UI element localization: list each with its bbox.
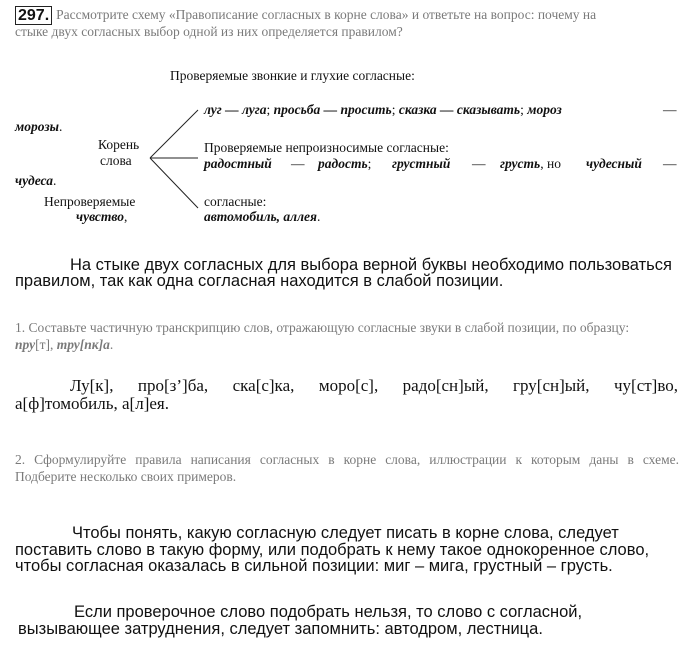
branch2-w2b: грусть, но [500, 156, 561, 171]
answer3-line1: Чтобы понять, какую согласную следует писать в корне слова, следует [72, 524, 619, 542]
branch2-examples-cont: чудеса. [15, 173, 57, 188]
task-text-2: стыке двух согласных выбор одной из них определяется правилом? [15, 24, 403, 39]
branch2-w1a: радостный [204, 156, 272, 171]
branch-line-top [150, 110, 198, 158]
branch3-example-a: чувство, [76, 209, 128, 224]
branch1-examples: луг — луга; просьба — просить; сказка — сказывать; мороз [204, 102, 562, 117]
answer2-line1: Лу[к], про[з’]ба, ска[с]ка, моро[с], радо[сн]ый, гру[сн]ый, чу[ст]во, [70, 376, 678, 395]
answer4-line1: Если проверочное слово подобрать нельзя, то слово с согласной, [74, 603, 583, 621]
q1-text: 1. Составьте частичную транскрипцию слов, отражающую согласные звуки в слабой позиции, по образцу: [15, 320, 630, 335]
q2-line1: 2. Сформулируйте правила написания согласных в корне слова, иллюстрации к которым даны в схеме. [15, 452, 679, 467]
answer1-line2: правилом, так как одна согласная находится в слабой позиции. [15, 272, 504, 290]
branch2-d1: — [291, 156, 305, 171]
answer3-line3: чтобы согласная оказалась в сильной позиции: миг – мига, грустный – грусть. [15, 557, 613, 575]
root-label-2: слова [100, 153, 132, 168]
task-number: 297. [15, 6, 52, 25]
branch2-w2a: грустный [392, 156, 451, 171]
answer1-line1: На стыке двух согласных для выбора верной буквы необходимо пользоваться [70, 256, 672, 274]
answer2-line2: а[ф]томобиль, а[л]ея. [15, 394, 169, 413]
task-text-1: Рассмотрите схему «Правописание согласных в корне слова» и ответьте на вопрос: почему на [56, 7, 597, 22]
branch2-title: Проверяемые непроизносимые согласные: [204, 140, 449, 155]
root-label-1: Корень [98, 137, 140, 152]
branch1-title: Проверяемые звонкие и глухие согласные: [170, 68, 415, 83]
branch2-d2: — [472, 156, 486, 171]
branch1-dash: — [663, 102, 677, 117]
answer4-line2: вызывающее затруднения, следует запомнить: автодром, лестница. [18, 620, 543, 638]
branch1-examples-cont: морозы. [15, 119, 63, 134]
branch3-title-a: Непроверяемые [44, 194, 136, 209]
branch-line-bottom [150, 158, 198, 208]
branch2-d3: — [663, 156, 677, 171]
q2-line2: Подберите несколько своих примеров. [15, 469, 237, 484]
branch2-w1b: радость; [318, 156, 372, 171]
branch2-w3a: чудесный [586, 156, 642, 171]
answer3-line2: поставить слово в такую форму, или подобрать к нему такое однокоренное слово, [15, 541, 650, 559]
branch3-title-b: согласные: [204, 194, 267, 209]
q1-example: пру[т], тру[пк]а. [15, 337, 114, 352]
branch3-examples: автомобиль, аллея. [204, 209, 321, 224]
